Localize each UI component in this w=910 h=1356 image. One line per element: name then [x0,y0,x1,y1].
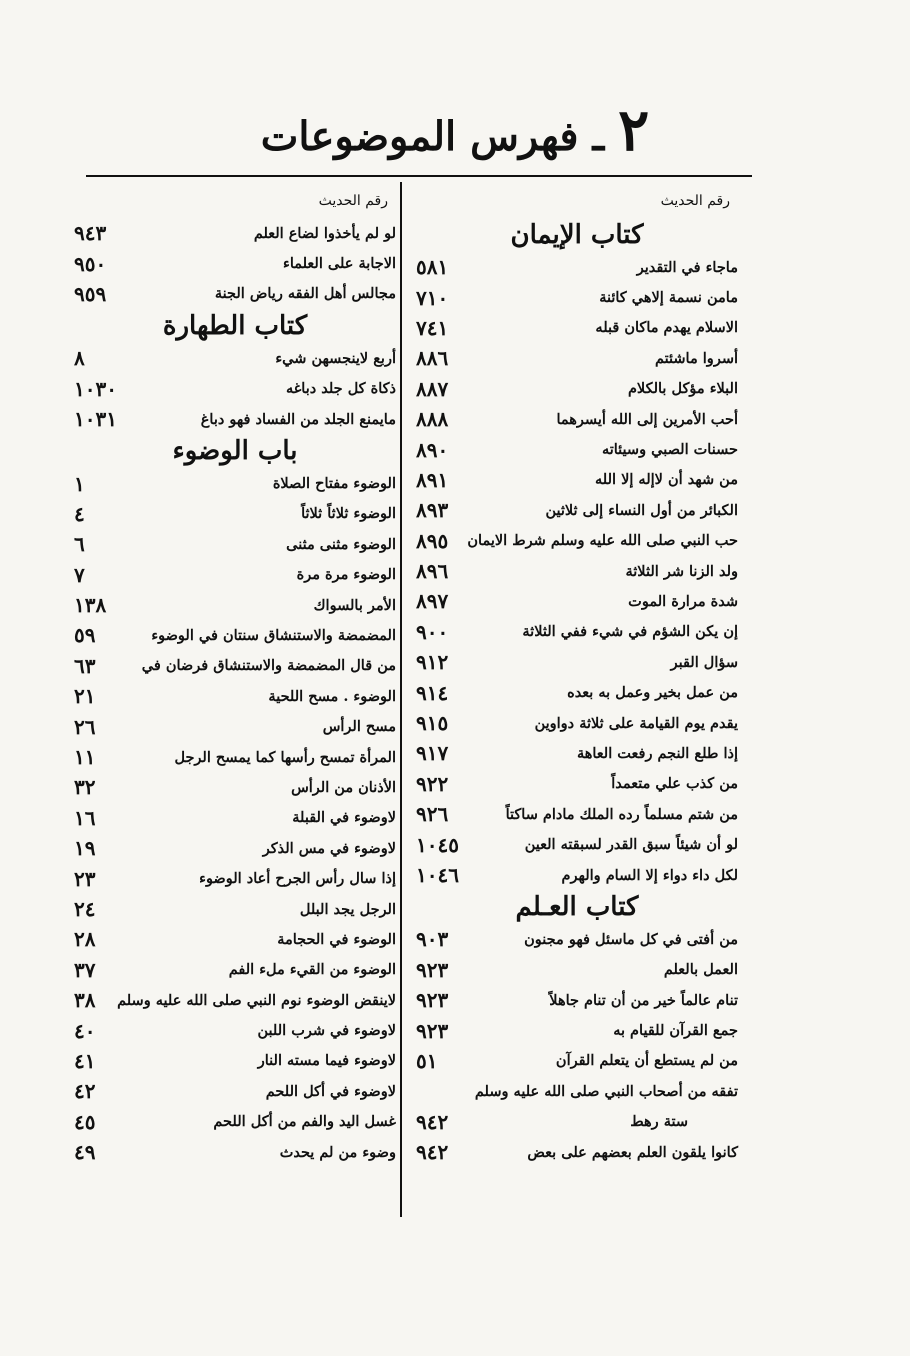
hadith-number: ٢٦ [74,714,96,739]
hadith-number: ٩٤٢ [416,1140,449,1165]
index-entry [74,529,396,559]
hadith-number: ٤٠ [74,1018,96,1043]
index-entry [416,526,738,556]
hadith-number: ٧١٠ [416,285,449,310]
index-entry [416,617,738,647]
index-entry [74,924,396,954]
entry-topic: الوضوء ثلاثاً ثلاثاً [301,505,396,523]
hadith-number: ٧ [74,562,85,587]
title-text: فهرس الموضوعات [260,113,579,160]
index-entry [74,499,396,529]
hadith-number: ٩٢٣ [416,957,449,982]
entry-topic: لو لم يأخذوا لضاع العلم [253,224,396,242]
hadith-number: ٨٩٦ [416,559,449,584]
entry-topic: ماجاء في التقدير [636,258,738,276]
entry-topic: من كذب علي متعمداً [611,775,738,793]
index-entry [416,374,738,404]
entry-topic: المرأة تمسح رأسها كما يمسح الرجل [174,748,396,766]
entry-topic: مايمنع الجلد من الفساد فهو دباغ [200,410,396,428]
index-entry [416,1107,738,1137]
entry-topic: شدة مرارة الموت [628,592,738,610]
entry-topic: الوضوء مفتاح الصلاة [272,475,396,493]
entry-topic: يقدم يوم القيامة على ثلاثة دواوين [534,714,738,732]
entry-topic: الوضوء . مسح اللحية [268,687,396,705]
column-header: رقم الحديث [318,193,388,209]
entry-topic: تنام عالماً خير من أن تنام جاهلاً [549,991,738,1009]
index-entry [74,651,396,681]
section-title: كتاب الإيمان [510,220,644,250]
hadith-number: ٨٩٠ [416,437,449,462]
hadith-number: ١ [74,471,85,496]
entry-topic: من لم يستطع أن يتعلم القرآن [555,1052,738,1070]
index-entry [416,708,738,738]
entry-topic: الكبائر من أول النساء إلى ثلاثين [545,501,738,519]
hadith-number: ٩٠٣ [416,927,449,952]
title-rule [86,175,752,177]
section-title: باب الوضوء [172,436,298,467]
hadith-number: ٩٤٣ [74,221,107,246]
hadith-number: ٩١٢ [416,650,449,675]
index-entry [74,560,396,590]
index-entry [416,1076,738,1106]
hadith-number: ٩٥٠ [74,251,107,276]
index-entry [74,1107,396,1137]
index-entry [74,279,396,309]
index-entry [74,863,396,893]
entry-topic: مسح الرأس [322,718,396,736]
index-entry [74,772,396,802]
entry-topic: لاينقض الوضوء نوم النبي صلى الله عليه وسلم [117,991,396,1009]
entry-topic: غسل اليد والفم من أكل اللحم [213,1113,396,1131]
hadith-number: ٩١٥ [416,711,449,736]
index-entry [74,894,396,924]
index-entry [416,799,738,829]
hadith-number: ٣٨ [74,988,96,1013]
hadith-number: ٢٤ [74,897,96,921]
index-entry [74,1137,396,1167]
hadith-number: ١٠٤٥ [416,832,459,857]
entry-topic: لاوضوء فيما مسته النار [257,1052,396,1070]
hadith-number: ٩٢٢ [416,771,449,796]
hadith-number: ٩٢٣ [416,1018,449,1043]
hadith-number: ٨٩٣ [416,498,449,523]
entry-topic: كانوا يلقون العلم بعضهم على بعض [527,1143,738,1161]
hadith-number: ٤٢ [74,1079,96,1104]
hadith-number: ٢٣ [74,866,96,891]
index-entry [416,404,738,434]
index-entry [416,677,738,707]
index-entry [416,985,738,1015]
title-dash: ـ [592,113,605,160]
hadith-number: ٤٥ [74,1109,96,1134]
index-entry [74,1015,396,1045]
entry-topic: سؤال القبر [670,653,738,671]
entry-topic: وضوء من لم يحدث [279,1143,396,1161]
hadith-number: ٨٩٥ [416,528,449,553]
hadith-number: ٣٧ [74,957,96,982]
section-title: كتاب الطهارة [162,311,308,342]
section-title: كتاب العـلم [515,892,639,923]
hadith-number: ٩٥٩ [74,281,107,306]
hadith-number: ٨٩١ [416,467,449,492]
hadith-number: ١٠٣٠ [74,376,117,401]
entry-topic: إذا سال رأس الجرح أعاد الوضوء [199,870,396,888]
hadith-number: ٨٩٧ [416,589,449,614]
right-column [416,188,738,1167]
entry-topic: الأمر بالسواك [313,596,396,614]
column-divider [400,182,402,1217]
index-entry [416,1046,738,1076]
index-entry [416,1015,738,1045]
hadith-number: ٢٨ [74,927,96,952]
entry-topic: حسنات الصبي وسيئاته [601,441,738,459]
hadith-number: ٧٤١ [416,315,449,340]
entry-topic: الوضوء مثنى مثنى [286,535,396,553]
hadith-number: ١٦ [74,805,96,830]
index-entry [74,742,396,772]
entry-topic: أسروا ماشئتم [655,349,738,367]
index-entry [416,647,738,677]
entry-topic: الوضوء في الحجامة [277,930,396,948]
entry-topic: لاوضوء في شرب اللبن [257,1022,396,1040]
hadith-number: ٥٩ [74,623,96,648]
index-entry [416,434,738,464]
index-entry [416,282,738,312]
index-entry [416,955,738,985]
hadith-number: ٢١ [74,684,96,709]
entry-topic: لاوضوء في القبلة [292,809,396,827]
entry-topic: لكل داء دواء إلا السام والهرم [561,866,738,884]
index-entry [74,955,396,985]
index-entry [74,468,396,498]
entry-topic: ولد الزنا شر الثلاثة [625,562,738,580]
entry-topic: الاجابة على العلماء [283,255,396,273]
hadith-number: ٥٨١ [416,255,449,280]
entry-topic: تفقه من أصحاب النبي صلى الله عليه وسلم [474,1082,738,1100]
index-entry [416,586,738,616]
index-entry [416,829,738,859]
index-entry [74,218,396,248]
index-entry [74,711,396,741]
entry-topic: ستة رهط [630,1113,688,1131]
hadith-number: ٩٠٠ [416,619,449,644]
index-entry [74,374,396,404]
entry-topic: أحب الأمرين إلى الله أيسرهما [556,410,738,428]
hadith-number: ١٣٨ [74,593,107,618]
entry-topic: الرجل يجد البلل [299,900,396,918]
hadith-number: ٨ [74,346,85,371]
hadith-number: ٤١ [74,1048,96,1073]
entry-topic: الوضوء من القيء ملء الفم [228,961,396,979]
index-entry [74,343,396,373]
hadith-number: ٣٢ [74,775,96,800]
index-entry [416,343,738,373]
entry-topic: إذا طلع النجم رفعت العاهة [576,744,738,762]
index-entry [74,681,396,711]
index-entry [74,803,396,833]
hadith-number: ٩٤٢ [416,1109,449,1134]
index-entry [416,738,738,768]
column-header: رقم الحديث [660,193,730,209]
index-entry [416,465,738,495]
index-entry [74,248,396,278]
hadith-number: ٤ [74,501,85,526]
hadith-number: ٥١ [416,1048,438,1073]
entry-topic: لاوضوء في أكل اللحم [265,1082,396,1100]
page-number: ٢ [618,96,650,164]
index-entry [416,556,738,586]
entry-topic: ذكاة كل جلد دباغه [285,380,396,398]
hadith-number: ٦٣ [74,653,96,678]
hadith-number: ٩١٤ [416,680,449,705]
entry-topic: أربع لاينجسهن شيء [275,349,396,367]
entry-topic: من عمل بخير وعمل به بعده [567,684,738,702]
hadith-number: ٨٨٧ [416,376,449,401]
entry-topic: لاوضوء في مس الذكر [262,839,396,857]
index-entry [74,1046,396,1076]
entry-topic: المضمضة والاستنشاق سنتان في الوضوء [151,626,396,644]
page-title [0,96,910,164]
entry-topic: جمع القرآن للقيام به [613,1022,738,1040]
entry-topic: الوضوء مرة مرة [296,566,396,584]
entry-topic: الاسلام يهدم ماكان قبله [595,319,738,337]
hadith-number: ٨٨٦ [416,346,449,371]
index-entry [74,404,396,434]
hadith-number: ٤٩ [74,1140,96,1165]
entry-topic: حب النبي صلى الله عليه وسلم شرط الايمان [467,532,738,550]
entry-topic: البلاء مؤكل بالكلام [627,380,738,398]
entry-topic: العمل بالعلم [663,961,738,979]
index-entry [74,620,396,650]
hadith-number: ١٠٣١ [74,407,117,432]
index-entry [416,252,738,282]
index-entry [416,924,738,954]
entry-topic: من شهد أن لاإله إلا الله [595,471,738,489]
index-entry [416,495,738,525]
entry-topic: من أفتى في كل ماسئل فهو مجنون [524,930,738,948]
entry-topic: مامن نسمة إلاهي كائنة [599,289,738,307]
entry-topic: إن يكن الشؤم في شيء ففي الثلاثة [522,623,738,641]
index-entry [416,860,738,890]
left-column [74,188,396,1167]
index-entry [416,769,738,799]
hadith-number: ٦ [74,532,85,557]
index-entry [74,985,396,1015]
entry-topic: مجالس أهل الفقه رياض الجنة [214,285,396,303]
hadith-number: ٩١٧ [416,741,449,766]
index-entry [74,1076,396,1106]
hadith-number: ٩٢٣ [416,988,449,1013]
hadith-number: ٨٨٨ [416,407,449,432]
index-entry [416,313,738,343]
index-entry [416,1137,738,1167]
index-entry [74,590,396,620]
hadith-number: ١٠٤٦ [416,863,459,887]
hadith-number: ١١ [74,745,96,770]
entry-topic: لو أن شيئاً سبق القدر لسبقته العين [524,836,738,854]
entry-topic: الأذنان من الرأس [291,778,396,796]
hadith-number: ٩٢٦ [416,802,449,827]
index-entry [74,833,396,863]
hadith-number: ١٩ [74,836,96,861]
entry-topic: من قال المضمضة والاستنشاق فرضان في [141,657,396,675]
entry-topic: من شتم مسلماً رده الملك مادام ساكتاً [505,805,738,823]
